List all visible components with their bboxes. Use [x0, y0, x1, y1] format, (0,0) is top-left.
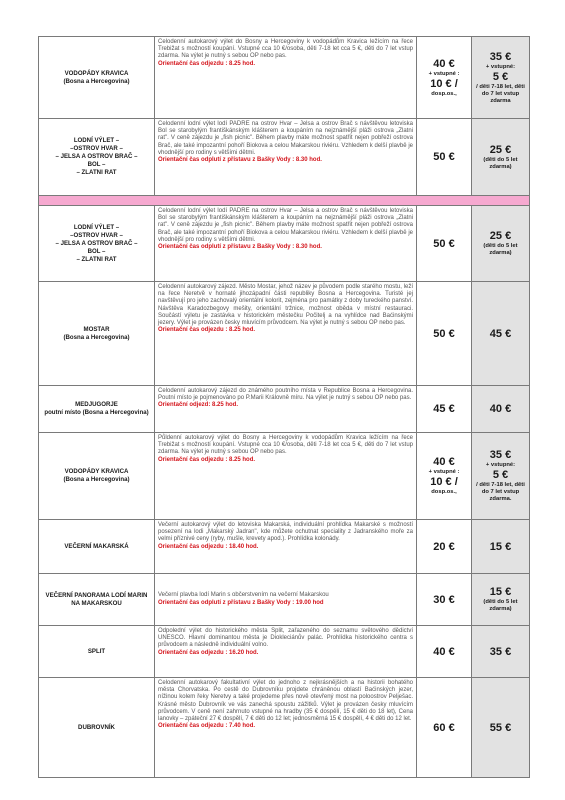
trip-name-line: LODNÍ VÝLET –: [73, 223, 120, 231]
trip-location: poutní místo (Bosna a Hercegovina): [44, 409, 149, 416]
trip-description-cell: [155, 282, 417, 386]
departure-time: Orientační čas odplutí z přístavu z Bašky Vody : 8.30 hod.: [158, 244, 322, 251]
trip-description: Celodenní autokarový fakultativní výlet do jednoho z nejkrásnějších a na historii bohatého města Chorvatska. Po cestě do Dubrovníku projdete chráněnou oblastí Baćinských jezer, nížinou kolem řeky Neretvy a také projedeme přes nově otevřený most na poloostrov Pelješac. Krásné město Dubrovník ve vás zanechá spoustu zážitků. Výlet je provázen česky mluvícím průvodcem. V ceně není zahrnuto vstupné na hradby (35 € dospělí, 15 € děti do 18 let), Cena lanovky – zpáteční 27 € dospělí, 7 € děti do 12 let; jednosměrná 15 € dospělí, 4 € děti do 12 let.: [158, 680, 413, 723]
trip-description: Celodenní autokarový výlet do Bosny a Hercegoviny k vodopádům Kravica ležícím na řece Trebižat s možností koupání. Vstupné cca 10 €/osoba, děti 7-18 let cca 5 €, děti do 7 let vstup zdarma. Na výlet je nutný s sebou OP nebo pas.: [158, 39, 413, 60]
adult-price: 50 €: [417, 282, 472, 386]
trip-description: Celodenní autokarový zájezd. Město Mostar, jehož název je původem podle starého mostu, leží na řece Neretvě v hornaté jihozápadní části republiky Bosna a Hercegovina. Turisté jej navštěvují pro jeho zachovalý orientální kolorit, zejména pro památky z doby tureckého panství. Návštěva Karadozbegovy mešity, orientální tržnice, možnost oběda v místní restauraci. Součástí výletu je zastávka v historickém městečku Počitelj a na vyhlídce nad Baćinskými jezery. Výlet je provázen česky mluvícím průvodcem. Na výlet je nutný s sebou OP nebo pas.: [158, 284, 413, 327]
trip-description-cell: [155, 119, 417, 196]
trip-description: Večerní autokarový výlet do letoviska Makarská, individuální prohlídka Makarské s možností posezení na lodi „Makarský Jadran", kde můžete ochutnat speciality z Jadranského moře za velmi příznivé ceny (ryby, mušle, krevety apod.). Prohlídka kolonády.: [158, 522, 413, 543]
child-price-cell: [472, 37, 530, 119]
price-table: [38, 36, 530, 778]
child-price: 15 €: [472, 520, 530, 574]
departure-time: Orientační odjezd: 8.25 hod.: [158, 402, 239, 409]
adult-price: 20 €: [417, 520, 472, 574]
trip-name: VEČERNÍ PANORAMA LODÍ MARIN NA MAKARSKOU: [39, 574, 155, 626]
trip-name-cell: [39, 206, 155, 282]
departure-time: Orientační čas odjezdu : 8.25 hod.: [158, 60, 256, 67]
trip-description: Půldenní autokarový výlet do Bosny a Hercegoviny k vodopádům Kravica ležícím na řece Trebižat s možností koupání. Vstupné cca 10 €/osoba, děti 7-18 let cca 5 €, děti do 7 let vstup zdarma. Na výlet je nutný s sebou OP nebo pas.: [158, 435, 413, 456]
trip-description-cell: [155, 520, 417, 574]
entry-fee-label: + vstupné :: [428, 70, 460, 77]
day-separator-row: [39, 196, 530, 206]
entry-fee-label: + vstupné:: [485, 63, 516, 70]
trip-name-cell: [39, 433, 155, 520]
trip-location: (Bosna a Hercegovina): [63, 476, 130, 483]
trip-description: Celodenní lodní výlet lodí PADRE na ostrov Hvar – Jelsa a ostrov Brač s návštěvou letoviska Bol se starobylým františkánským klášterem a koupáním na nejznámější pláži ostrova „Zlatni rat". V ceně zájezdu je „fish picnic". Během plavby máte možnost spatřit nejen pobřeží ostrova Brač, ale také impozantní pohoří Biokova a celou Makarskou riviéru. Vzhledem k delší plavbě je vhodnější pro rodiny s většími dětmi.: [158, 208, 413, 243]
adult-price: 30 €: [417, 574, 472, 626]
trip-name-cell: [39, 119, 155, 196]
departure-time: Orientační čas odjezdu : 8.25 hod.: [158, 456, 256, 463]
adult-price: 50 €: [417, 119, 472, 196]
trip-description: Odpolední výlet do historického města Split, zařazeného do seznamu světového dědictví UNESCO. Hlavní dominantou města je Diokleciánův palác. Prohlídka historického centra s průvodcem a následně individuální volno.: [158, 628, 413, 649]
trip-description-cell: [155, 37, 417, 119]
entry-fee-price: 5 €: [492, 70, 509, 83]
adult-price: 40 €: [417, 626, 472, 678]
entry-fee-label: + vstupné:: [485, 462, 516, 468]
trip-name-line: – JELSA A OSTROV BRAČ –: [55, 239, 138, 247]
trip-name-line: – ZLATNI RAT: [76, 169, 117, 176]
adult-price: 50 €: [417, 206, 472, 282]
table-row: [39, 574, 530, 626]
trip-name-cell: [39, 386, 155, 433]
trip-description-cell: [155, 574, 417, 626]
child-price: 40 €: [472, 386, 530, 433]
child-price: 25 €: [489, 230, 512, 242]
entry-fee-note: / děti 7-18 let, děti do 7 let vstup zdarma.: [476, 482, 525, 502]
child-price-cell: [472, 119, 530, 196]
trip-name: VODOPÁDY KRAVICA: [64, 468, 129, 475]
trip-name: VEČERNÍ MAKARSKÁ: [39, 520, 155, 574]
table-row: [39, 433, 530, 520]
table-row: [39, 386, 530, 433]
trip-description: Celodenní lodní výlet lodí PADRE na ostrov Hvar – Jelsa a ostrov Brač s návštěvou letoviska Bol se starobylým františkánským klášterem a koupáním na nejznámější pláži ostrova „Zlatni rat". V ceně zájezdu je „fish picnic". Během plavby máte možnost spatřit nejen pobřeží ostrova Brač, ale také impozantní pohoří Biokova a celou Makarskou riviéru. Vzhledem k delší plavbě je vhodnější pro rodiny s většími dětmi.: [158, 121, 413, 156]
trip-description-cell: [155, 206, 417, 282]
trip-name-line: – ZLATNI RAT: [76, 255, 117, 263]
child-price-cell: [472, 433, 530, 520]
child-price: 45 €: [472, 282, 530, 386]
entry-fee-note: dosp.os.,: [431, 90, 457, 97]
table-row: [39, 678, 530, 778]
departure-time: Orientační čas odplutí z přístavu z Bašky Vody : 19.00 hod: [158, 599, 324, 606]
child-price-note: (děti do 5 let zdarma): [483, 599, 518, 612]
trip-name-line: BOL –: [87, 247, 106, 255]
table-row: [39, 282, 530, 386]
table-row: [39, 206, 530, 282]
child-price: 15 €: [489, 586, 512, 598]
child-price-cell: [472, 574, 530, 626]
adult-price-cell: [417, 37, 472, 119]
excursion-price-table: [38, 36, 529, 778]
child-price: 35 €: [472, 626, 530, 678]
trip-description-cell: [155, 386, 417, 433]
table-row: [39, 37, 530, 119]
adult-price: 40 €: [433, 57, 455, 70]
trip-name: VODOPÁDY KRAVICA: [64, 69, 129, 77]
trip-name: SPLIT: [39, 626, 155, 678]
child-price-cell: [472, 206, 530, 282]
entry-fee-price: 5 €: [492, 469, 509, 481]
entry-fee-note: dosp.os.,: [431, 489, 457, 495]
trip-location: (Bosna a Hercegovina): [63, 333, 130, 341]
adult-price: 45 €: [417, 386, 472, 433]
table-row: [39, 520, 530, 574]
table-row: [39, 119, 530, 196]
departure-time: Orientační čas odjezdu : 16.20 hod.: [158, 649, 259, 656]
entry-fee-price: 10 € /: [430, 476, 458, 488]
trip-name-line: –OSTROV HVAR –: [70, 231, 123, 239]
trip-name-line: BOL –: [87, 161, 106, 168]
trip-name: MEDJUGORJE: [75, 401, 118, 408]
trip-description-cell: [155, 626, 417, 678]
child-price: 25 €: [489, 143, 512, 156]
adult-price: 60 €: [417, 678, 472, 778]
trip-name-cell: [39, 37, 155, 119]
trip-name: MOSTAR: [83, 325, 110, 333]
departure-time: Orientační čas odjezdu : 8.25 hod.: [158, 327, 256, 334]
departure-time: Orientační čas odjezdu : 7.40 hod.: [158, 723, 256, 730]
trip-description-cell: [155, 678, 417, 778]
child-price-note: (děti do 5 let zdarma): [483, 243, 518, 256]
departure-time: Orientační čas odjezdu : 18.40 hod.: [158, 543, 259, 550]
departure-time: Orientační čas odplutí z přístavu z Bašky Vody : 8.30 hod.: [158, 157, 322, 164]
child-price-note: (děti do 5 let zdarma): [483, 156, 518, 170]
trip-name-line: –OSTROV HVAR –: [70, 145, 123, 152]
trip-name-line: LODNÍ VÝLET –: [73, 137, 120, 144]
child-price: 55 €: [472, 678, 530, 778]
child-price: 35 €: [489, 50, 512, 63]
entry-fee-note: / děti 7-18 let, děti do 7 let vstup zdarma: [476, 83, 525, 104]
table-row: [39, 626, 530, 678]
adult-price: 40 €: [433, 456, 455, 468]
entry-fee-price: 10 € /: [430, 77, 458, 90]
adult-price-cell: [417, 433, 472, 520]
trip-description: Celodenní autokarový zájezd do známého poutního místa v Republice Bosna a Hercegovina. Poutní místo je pojmenováno po P.Marii Královně míru. Na výlet je nutný s sebou OP nebo pas.: [158, 388, 413, 402]
entry-fee-label: + vstupné :: [428, 469, 460, 475]
day-label: [39, 196, 530, 206]
trip-description: Večerní plavba lodí Marin s občerstvením na večerní Makarskou: [158, 592, 329, 599]
trip-name-line: – JELSA A OSTROV BRAČ –: [55, 153, 138, 160]
trip-location: (Bosna a Hercegovina): [63, 77, 130, 85]
trip-description-cell: [155, 433, 417, 520]
child-price: 35 €: [489, 449, 512, 461]
trip-name-cell: [39, 282, 155, 386]
trip-name: DUBROVNÍK: [39, 678, 155, 778]
